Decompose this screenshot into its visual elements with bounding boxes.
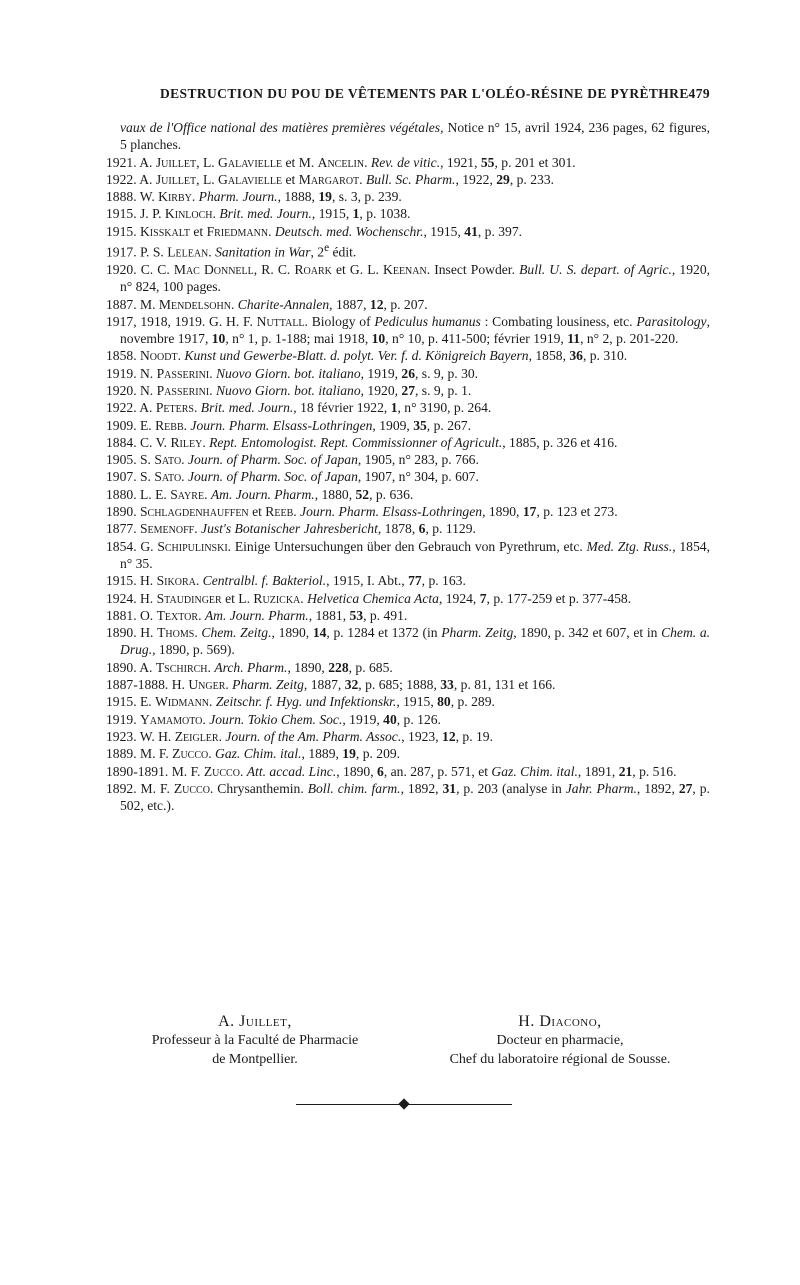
author-affiliation-line: Chef du laboratoire régional de Sousse.: [449, 1052, 671, 1067]
reference-entry: 1854. G. Schipulinski. Einige Untersuchungen über den Gebrauch von Pyrethrum, etc. Med. Ztg. Russ., 1854, n° 35.: [106, 538, 710, 571]
reference-entry: 1907. S. Sato. Journ. of Pharm. Soc. of Japan, 1907, n° 304, p. 607.: [106, 469, 479, 485]
reference-entry: 1909. E. Rebb. Journ. Pharm. Elsass-Lothringen, 1909, 35, p. 267.: [106, 417, 471, 433]
page-number: 479: [688, 86, 710, 101]
bibliography-list: [106, 119, 710, 814]
signature-diacono: [400, 1012, 720, 1069]
reference-entry: 1917, 1918, 1919. G. H. F. Nuttall. Biology of Pediculus humanus : Combating lousiness, etc. Parasitology, novembre 1917, 10, n° 1, p. 1-188; mai 1918, 10, n° 10, p. 411-500; février 1919, 11, n° 2, p. 201-220.: [106, 313, 710, 347]
reference-entry: 1921. A. Juillet, L. Galavielle et M. Ancelin. Rev. de vitic., 1921, 55, p. 201 et 301.: [106, 154, 576, 170]
reference-entry: 1920. C. C. Mac Donnell, R. C. Roark et G. L. Keenan. Insect Powder. Bull. U. S. depart. of Agric., 1920, n° 824, 100 pages.: [106, 261, 711, 295]
signature-juillet: [100, 1012, 410, 1069]
reference-entry: 1888. W. Kirby. Pharm. Journ., 1888, 19, s. 3, p. 239.: [106, 189, 402, 205]
running-title: DESTRUCTION DU POU DE VÊTEMENTS PAR L'OLÉO-RÉSINE DE PYRÈTHRE: [160, 86, 689, 101]
reference-entry: 1915. Kisskalt et Friedmann. Deutsch. med. Wochenschr., 1915, 41, p. 397.: [106, 223, 523, 239]
author-affiliation-line: Docteur en pharmacie,: [496, 1033, 624, 1048]
author-affiliation-line: de Montpellier.: [212, 1052, 298, 1067]
reference-entry: 1887. M. Mendelsohn. Charite-Annalen, 1887, 12, p. 207.: [106, 296, 428, 312]
reference-entry: 1890. Schlagdenhauffen et Reeb. Journ. Pharm. Elsass-Lothringen, 1890, 17, p. 123 et 273.: [106, 504, 618, 520]
reference-entry: 1892. M. F. Zucco. Chrysanthemin. Boll. chim. farm., 1892, 31, p. 203 (analyse in Jahr. Pharm., 1892, 27, p. 502, etc.).: [106, 780, 710, 814]
author-name: H. Diacono,: [518, 1013, 602, 1030]
reference-entry: 1889. M. F. Zucco. Gaz. Chim. ital., 1889, 19, p. 209.: [106, 746, 401, 762]
reference-entry: 1887-1888. H. Unger. Pharm. Zeitg, 1887, 32, p. 685; 1888, 33, p. 81, 131 et 166.: [106, 677, 556, 693]
reference-entry: 1924. H. Staudinger et L. Ruzicka. Helvetica Chemica Acta, 1924, 7, p. 177-259 et p. 377-458.: [106, 590, 632, 606]
diamond-ornament-icon: [398, 1098, 409, 1109]
reference-entry: 1919. Yamamoto. Journ. Tokio Chem. Soc., 1919, 40, p. 126.: [106, 711, 441, 727]
reference-entry: 1884. C. V. Riley. Rept. Entomologist. Rept. Commissionner of Agricult., 1885, p. 326 et 416.: [106, 434, 618, 450]
reference-entry: vaux de l'Office national des matières premières végétales, Notice n° 15, avril 1924, 236 pages, 62 figures, 5 planches.: [120, 120, 710, 153]
reference-entry: 1917. P. S. Lelean. Sanitation in War, 2e édit.: [106, 242, 357, 260]
reference-entry: 1905. S. Sato. Journ. of Pharm. Soc. of Japan, 1905, n° 283, p. 766.: [106, 452, 479, 468]
reference-entry: 1890. A. Tschirch. Arch. Pharm., 1890, 228, p. 685.: [106, 659, 393, 675]
reference-entry: 1858. Noodt. Kunst und Gewerbe-Blatt. d. polyt. Ver. f. d. Königreich Bayern, 1858, 36, p. 310.: [106, 348, 628, 364]
reference-entry: 1890. H. Thoms. Chem. Zeitg., 1890, 14, p. 1284 et 1372 (in Pharm. Zeitg, 1890, p. 342 et 607, et in Chem. a. Drug., 1890, p. 569).: [106, 625, 711, 658]
reference-entry: 1919. N. Passerini. Nuovo Giorn. bot. italiano, 1919, 26, s. 9, p. 30.: [106, 365, 479, 381]
author-affiliation-line: Professeur à la Faculté de Pharmacie: [151, 1033, 359, 1048]
reference-entry: 1881. O. Textor. Am. Journ. Pharm., 1881, 53, p. 491.: [106, 607, 408, 623]
reference-entry: 1877. Semenoff. Just's Botanischer Jahresbericht, 1878, 6, p. 1129.: [106, 521, 476, 537]
reference-entry: 1922. A. Juillet, L. Galavielle et Margarot. Bull. Sc. Pharm., 1922, 29, p. 233.: [106, 171, 555, 187]
reference-entry: 1920. N. Passerini. Nuovo Giorn. bot. italiano, 1920, 27, s. 9, p. 1.: [106, 382, 472, 398]
running-header: [160, 86, 710, 108]
reference-entry: 1880. L. E. Sayre. Am. Journ. Pharm., 1880, 52, p. 636.: [106, 486, 414, 502]
reference-entry: 1915. J. P. Kinloch. Brit. med. Journ., 1915, 1, p. 1038.: [106, 206, 411, 222]
reference-entry: 1923. W. H. Zeigler. Journ. of the Am. Pharm. Assoc., 1923, 12, p. 19.: [106, 728, 493, 744]
author-name: A. Juillet,: [218, 1013, 292, 1030]
reference-entry: 1915. E. Widmann. Zeitschr. f. Hyg. und Infektionskr., 1915, 80, p. 289.: [106, 694, 495, 710]
reference-entry: 1922. A. Peters. Brit. med. Journ., 18 février 1922, 1, n° 3190, p. 264.: [106, 400, 492, 416]
reference-entry: 1890-1891. M. F. Zucco. Att. accad. Linc., 1890, 6, an. 287, p. 571, et Gaz. Chim. ital., 1891, 21, p. 516.: [106, 763, 677, 779]
reference-entry: 1915. H. Sikora. Centralbl. f. Bakteriol., 1915, I. Abt., 77, p. 163.: [106, 573, 466, 589]
